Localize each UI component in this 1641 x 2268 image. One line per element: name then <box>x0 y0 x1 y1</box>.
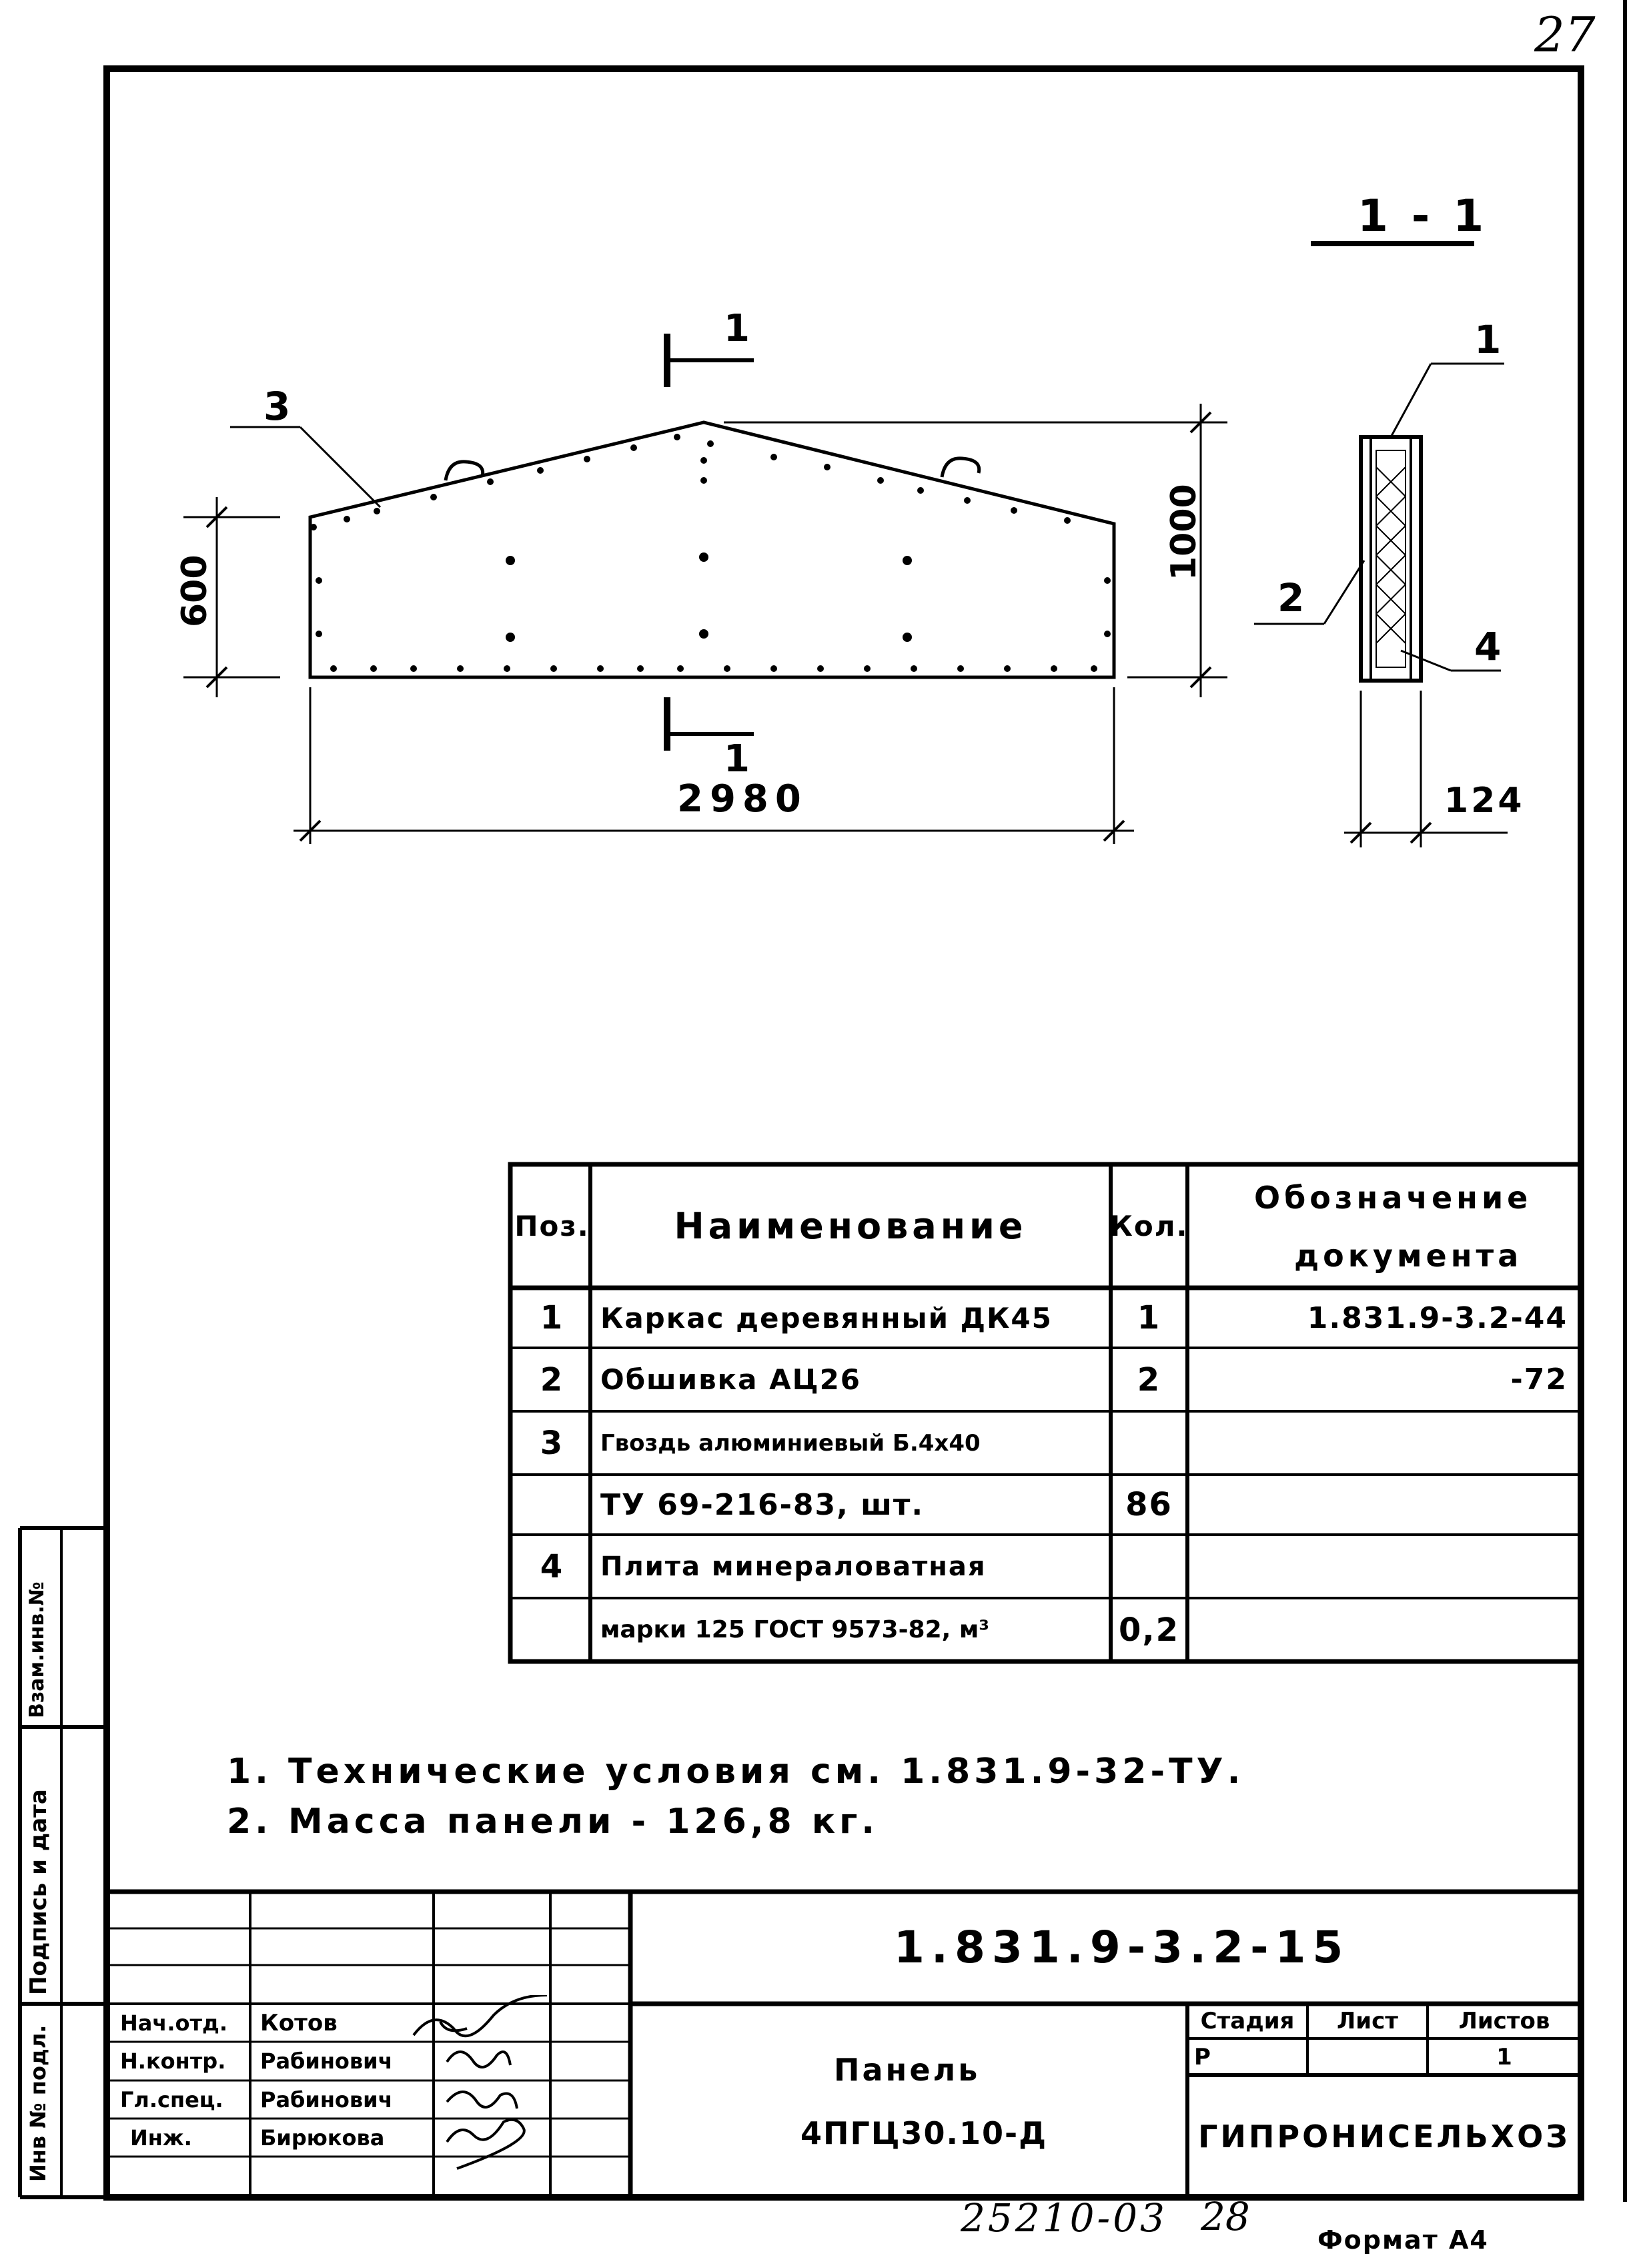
section-callout-2: 2 <box>1277 575 1305 621</box>
organization: ГИПРОНИСЕЛЬХОЗ <box>1198 2118 1570 2155</box>
dim-height-left: 600 <box>175 554 215 627</box>
signer-role: Нач.отд. <box>120 2010 228 2036</box>
spec-row-pos <box>514 1598 590 1661</box>
page-number: 27 <box>1534 7 1596 63</box>
spec-row-doc: -72 <box>1510 1363 1568 1397</box>
sheets-header: Листов <box>1458 2008 1550 2034</box>
side-stamp-podpis-data: Подпись и дата <box>25 1789 52 1995</box>
spec-row-name: Каркас деревянный ДК45 <box>600 1301 1053 1335</box>
spec-row-name: Обшивка АЦ26 <box>600 1363 862 1396</box>
spec-row-doc <box>1187 1535 1578 1598</box>
signer-name: Бирюкова <box>260 2125 385 2151</box>
callout-3: 3 <box>263 384 291 429</box>
nail-dots <box>310 434 1111 672</box>
panel-elevation <box>183 334 1227 844</box>
signer-role: Инж. <box>130 2125 192 2151</box>
cut-label-top: 1 <box>724 307 750 350</box>
dim-height-right: 1000 <box>1164 484 1204 581</box>
doc-number: 1.831.9-3.2-15 <box>894 1922 1350 1973</box>
spec-header-pos: Поз. <box>514 1210 590 1242</box>
spec-header-doc-2: документа <box>1294 1238 1523 1274</box>
spec-row-qty <box>1111 1411 1187 1475</box>
spec-row-doc: 1.831.9-3.2-44 <box>1307 1300 1568 1335</box>
spec-row-pos: 3 <box>540 1424 564 1462</box>
signer-name: Рабинович <box>260 2048 393 2074</box>
section-callout-4: 4 <box>1474 624 1502 669</box>
sheet-header: Лист <box>1337 2008 1398 2034</box>
spec-row-doc <box>1187 1475 1578 1535</box>
signature-marks <box>400 1995 600 2195</box>
spec-header-qty: Кол. <box>1109 1210 1189 1242</box>
spec-row-qty <box>1111 1535 1187 1598</box>
stage-header: Стадия <box>1200 2008 1295 2034</box>
signer-name: Котов <box>260 2009 338 2036</box>
sheet-value <box>1307 2038 1428 2075</box>
signer-role: Гл.спец. <box>120 2087 223 2113</box>
spec-row-name: Плита минераловатная <box>600 1551 987 1582</box>
spec-row-qty: 86 <box>1125 1486 1173 1523</box>
spec-header-name: Наименование <box>674 1205 1027 1247</box>
sheets-value: 1 <box>1496 2043 1512 2070</box>
signer-name: Рабинович <box>260 2087 393 2113</box>
section-view <box>1254 244 1508 847</box>
spec-header-doc-1: Обозначение <box>1254 1180 1532 1216</box>
section-dim-thickness: 124 <box>1444 781 1525 821</box>
note-1: 1. Технические условия см. 1.831.9-32-ТУ. <box>227 1752 1245 1792</box>
archive-number: 25210-03 <box>961 2195 1167 2241</box>
side-stamp-vzam-inv: Взам.инв.№ <box>25 1581 49 1718</box>
spec-row-name: марки 125 ГОСТ 9573-82, м³ <box>600 1616 990 1643</box>
spec-row-doc <box>1187 1411 1578 1475</box>
spec-row-pos: 4 <box>540 1547 564 1585</box>
product-name: Панель <box>834 2052 981 2088</box>
side-stamp-inv-podl: Инв № подл. <box>25 2024 51 2182</box>
spec-row-pos: 1 <box>540 1299 564 1337</box>
spec-row-name: ТУ 69-216-83, шт. <box>600 1487 925 1522</box>
spec-row-qty: 2 <box>1137 1361 1161 1399</box>
section-title: 1 - 1 <box>1357 190 1488 242</box>
spec-row-pos <box>514 1475 590 1535</box>
cut-label-bottom: 1 <box>724 737 750 781</box>
signer-role: Н.контр. <box>120 2048 226 2074</box>
spec-row-doc <box>1187 1598 1578 1661</box>
spec-row-qty: 0,2 <box>1118 1611 1180 1649</box>
dim-width-label: 2980 <box>677 777 808 821</box>
note-2: 2. Масса панели - 126,8 кг. <box>227 1802 879 1842</box>
product-code: 4ПГЦ30.10-Д <box>800 2115 1048 2151</box>
spec-row-qty: 1 <box>1137 1299 1161 1337</box>
section-callout-1: 1 <box>1474 317 1502 362</box>
archive-page: 28 <box>1201 2194 1250 2239</box>
stage-value: Р <box>1194 2043 1211 2070</box>
spec-row-name: Гвоздь алюминиевый Б.4х40 <box>600 1429 981 1457</box>
spec-row-pos: 2 <box>540 1361 564 1399</box>
format-label: Формат А4 <box>1317 2225 1489 2255</box>
